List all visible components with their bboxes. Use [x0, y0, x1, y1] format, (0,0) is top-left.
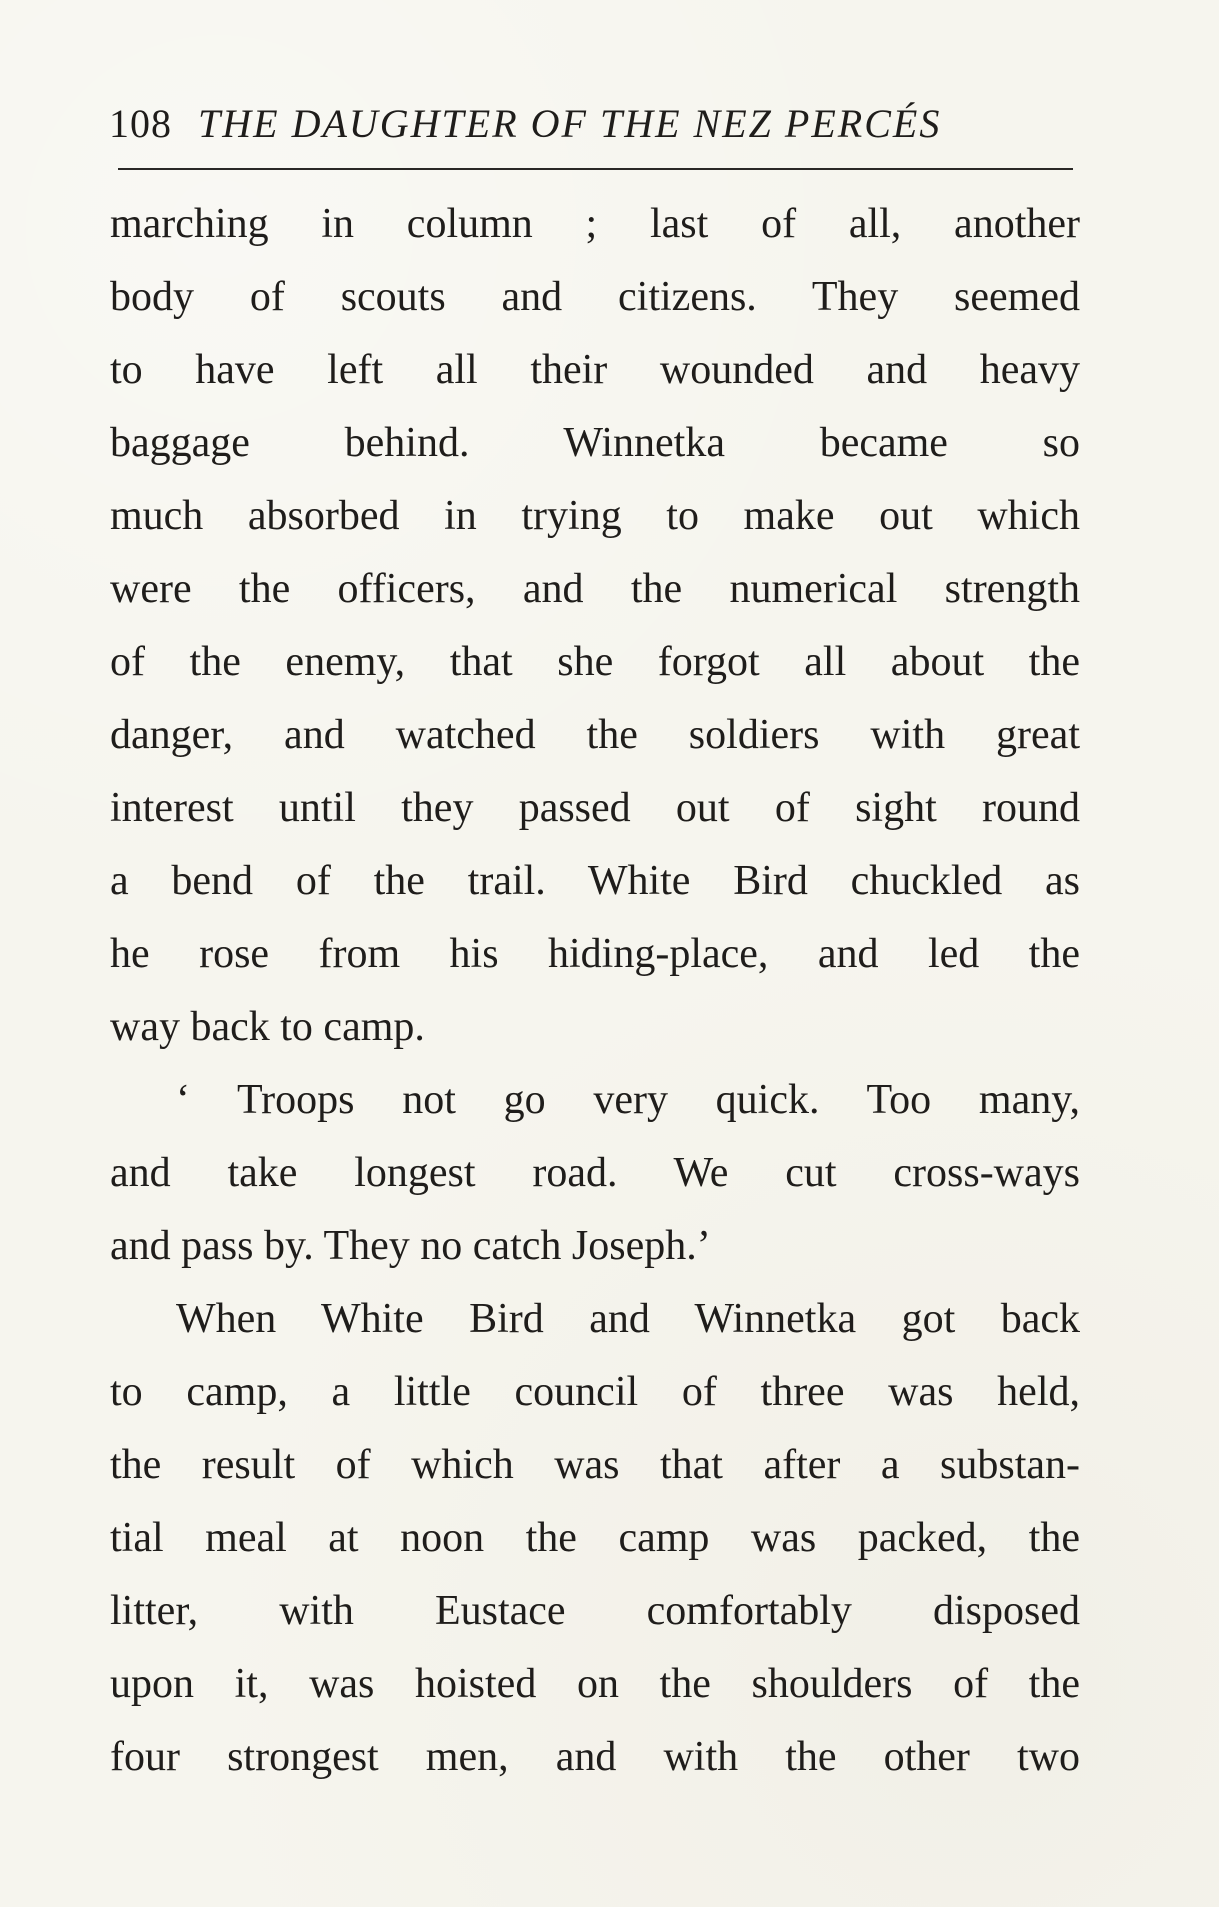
- text-line: a bend of the trail. White Bird chuckled as: [110, 858, 1080, 904]
- text-line: danger, and watched the soldiers with great: [110, 712, 1080, 758]
- text-line: marching in column ; last of all, another: [110, 201, 1080, 247]
- book-title: THE DAUGHTER OF THE NEZ PERCÉS: [198, 101, 942, 146]
- text-line: interest until they passed out of sight round: [110, 785, 1080, 831]
- header-rule: [118, 168, 1073, 170]
- text-line: the result of which was that after a substan-: [110, 1442, 1080, 1488]
- text-line: to have left all their wounded and heavy: [110, 347, 1080, 393]
- text-line: and pass by. They no catch Joseph.’: [110, 1223, 711, 1269]
- running-head: [109, 100, 1089, 156]
- body-text: [110, 188, 1080, 1794]
- text-line: When White Bird and Winnetka got back: [176, 1296, 1080, 1342]
- text-line: of the enemy, that she forgot all about the: [110, 639, 1080, 685]
- text-line: litter, with Eustace comfortably disposed: [110, 1588, 1080, 1634]
- page-number: 108: [109, 101, 172, 146]
- text-line: and take longest road. We cut cross-ways: [110, 1150, 1080, 1196]
- text-line: baggage behind. Winnetka became so: [110, 420, 1080, 466]
- text-line: upon it, was hoisted on the shoulders of the: [110, 1661, 1080, 1707]
- text-line: to camp, a little council of three was held,: [110, 1369, 1080, 1415]
- text-line: ‘ Troops not go very quick. Too many,: [176, 1077, 1080, 1123]
- text-line: he rose from his hiding-place, and led the: [110, 931, 1080, 977]
- text-line: body of scouts and citizens. They seemed: [110, 274, 1080, 320]
- text-line: way back to camp.: [110, 1004, 425, 1050]
- text-line: four strongest men, and with the other two: [110, 1734, 1080, 1780]
- text-line: much absorbed in trying to make out which: [110, 493, 1080, 539]
- text-line: tial meal at noon the camp was packed, the: [110, 1515, 1080, 1561]
- text-line: were the officers, and the numerical strength: [110, 566, 1080, 612]
